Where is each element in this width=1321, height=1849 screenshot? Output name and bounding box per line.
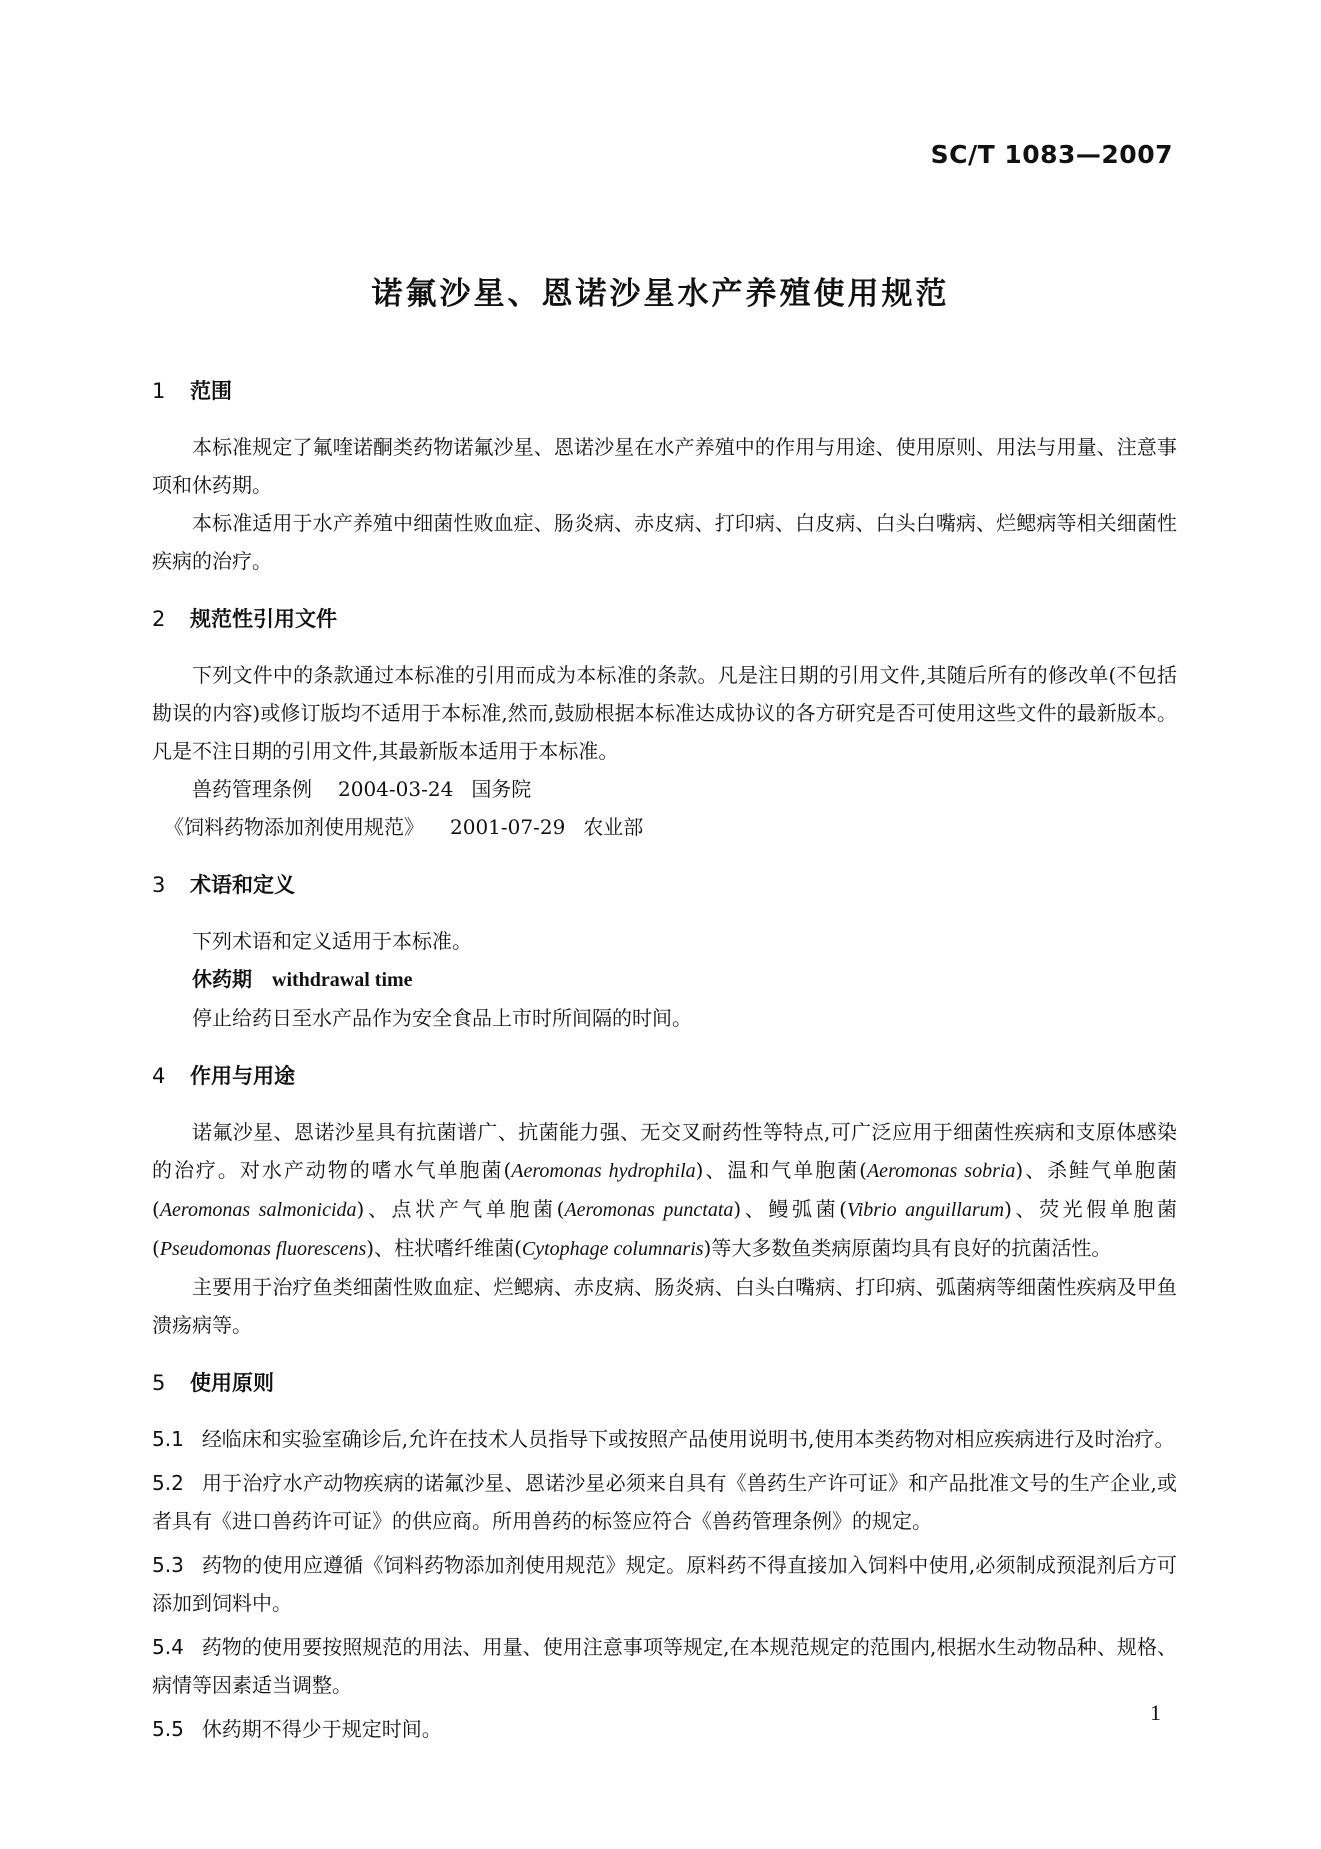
term-entry <box>152 960 1177 999</box>
clause-text: 休药期不得少于规定时间。 <box>201 1717 442 1741</box>
text-run: )、柱状嗜纤维菌( <box>366 1236 522 1260</box>
section-1-paragraph-1: 本标准规定了氟喹诺酮类药物诺氟沙星、恩诺沙星在水产养殖中的作用与用途、使用原则、用法与用量、注意事项和休药期。 <box>152 435 1177 497</box>
document-title: 诺氟沙星、恩诺沙星水产养殖使用规范 <box>371 276 950 312</box>
species-name: Aeromonas hydrophila <box>511 1160 696 1182</box>
section-title: 使用原则 <box>190 1371 274 1395</box>
section-title: 范围 <box>190 379 232 403</box>
section-title: 作用与用途 <box>190 1064 295 1088</box>
clause-5-3 <box>152 1546 1177 1622</box>
reference-issuer: 农业部 <box>583 815 644 839</box>
reference-name: 兽药管理条例 <box>192 777 312 801</box>
section-1-heading <box>152 376 1177 406</box>
clause-number: 5.2 <box>152 1471 184 1495</box>
clause-number: 5.3 <box>152 1553 184 1577</box>
section-2-paragraph: 下列文件中的条款通过本标准的引用而成为本标准的条款。凡是注日期的引用文件,其随后所有的修改单(不包括勘误的内容)或修订版均不适用于本标准,然而,鼓励根据本标准达成协议的各方研究是否可使用这些文件的最新版本。凡是不注日期的引用文件,其最新版本适用于本标准。 <box>152 663 1177 763</box>
document-body <box>152 376 1177 1754</box>
clause-5-4 <box>152 1628 1177 1704</box>
species-name: Aeromonas sobria <box>866 1160 1016 1182</box>
clause-5-5 <box>152 1710 1177 1748</box>
clause-text: 用于治疗水产动物疾病的诺氟沙星、恩诺沙星必须来自具有《兽药生产许可证》和产品批准文号的生产企业,或者具有《进口兽药许可证》的供应商。所用兽药的标签应符合《兽药管理条例》的规定。 <box>152 1471 1177 1533</box>
standard-code: SC/T 1083—2007 <box>930 140 1173 169</box>
reference-issuer: 国务院 <box>471 777 532 801</box>
species-name: Pseudomonas fluorescens <box>159 1238 367 1260</box>
section-4-heading <box>152 1061 1177 1091</box>
text-run: )等大多数鱼类病原菌均具有良好的抗菌活性。 <box>703 1236 1112 1260</box>
reference-date: 2004-03-24 <box>338 777 454 801</box>
section-number: 2 <box>152 607 166 631</box>
term-chinese: 休药期 <box>192 967 252 991</box>
species-name: Vibrio anguillarum <box>846 1199 1005 1221</box>
text-run: 诺氟沙星、恩诺沙星具有抗菌谱广、抗菌能力强、无交叉耐药性等特点,可广泛应用于细菌性疾病和支原体感染的治疗。对水产动物的嗜水气单胞菌( <box>152 1120 1177 1182</box>
term-definition: 停止给药日至水产品作为安全食品上市时所间隔的时间。 <box>192 1006 692 1030</box>
section-4-paragraph-1 <box>152 1113 1177 1268</box>
section-number: 4 <box>152 1064 166 1088</box>
section-number: 5 <box>152 1371 166 1395</box>
text-run: )、鳗弧菌( <box>733 1197 847 1221</box>
text-run: )、荧光假单胞菌( <box>152 1197 1178 1260</box>
section-5-heading <box>152 1368 1177 1398</box>
species-name: Cytophage columnaris <box>521 1238 704 1260</box>
section-2-heading <box>152 604 1177 634</box>
clause-text: 药物的使用要按照规范的用法、用量、使用注意事项等规定,在本规范规定的范围内,根据水生动物品种、规格、病情等因素适当调整。 <box>152 1635 1177 1697</box>
reference-name: 《饲料药物添加剂使用规范》 <box>164 815 424 839</box>
text-run: )、温和气单胞菌( <box>695 1158 867 1182</box>
clause-text: 经临床和实验室确诊后,允许在技术人员指导下或按照产品使用说明书,使用本类药物对相应疾病进行及时治疗。 <box>201 1427 1175 1451</box>
reference-item <box>152 808 1177 846</box>
section-title: 术语和定义 <box>190 873 295 897</box>
species-name: Aeromonas salmonicida <box>159 1199 357 1221</box>
clause-number: 5.1 <box>152 1427 184 1451</box>
clause-5-2 <box>152 1464 1177 1540</box>
section-3-intro: 下列术语和定义适用于本标准。 <box>192 929 472 953</box>
section-number: 3 <box>152 873 166 897</box>
clause-number: 5.4 <box>152 1635 184 1659</box>
text-run: )、点状产气单胞菌( <box>356 1197 565 1221</box>
section-title: 规范性引用文件 <box>190 607 337 631</box>
clause-number: 5.5 <box>152 1717 184 1741</box>
section-4-paragraph-2: 主要用于治疗鱼类细菌性败血症、烂鳃病、赤皮病、肠炎病、白头白嘴病、打印病、弧菌病等细菌性疾病及甲鱼溃疡病等。 <box>152 1275 1177 1337</box>
clause-5-1 <box>152 1420 1177 1458</box>
section-3-heading <box>152 870 1177 900</box>
page-number: 1 <box>1150 1700 1161 1725</box>
section-1-paragraph-2: 本标准适用于水产养殖中细菌性败血症、肠炎病、赤皮病、打印病、白皮病、白头白嘴病、烂鳃病等相关细菌性疾病的治疗。 <box>152 511 1177 573</box>
section-number: 1 <box>152 379 166 403</box>
term-english: withdrawal time <box>272 969 413 991</box>
species-name: Aeromonas punctata <box>564 1199 734 1221</box>
text-run: )、杀鲑气单胞菌( <box>152 1158 1177 1221</box>
clause-text: 药物的使用应遵循《饲料药物添加剂使用规范》规定。原料药不得直接加入饲料中使用,必须制成预混剂后方可添加到饲料中。 <box>152 1553 1177 1615</box>
reference-date: 2001-07-29 <box>450 815 566 839</box>
reference-item <box>152 770 1177 808</box>
